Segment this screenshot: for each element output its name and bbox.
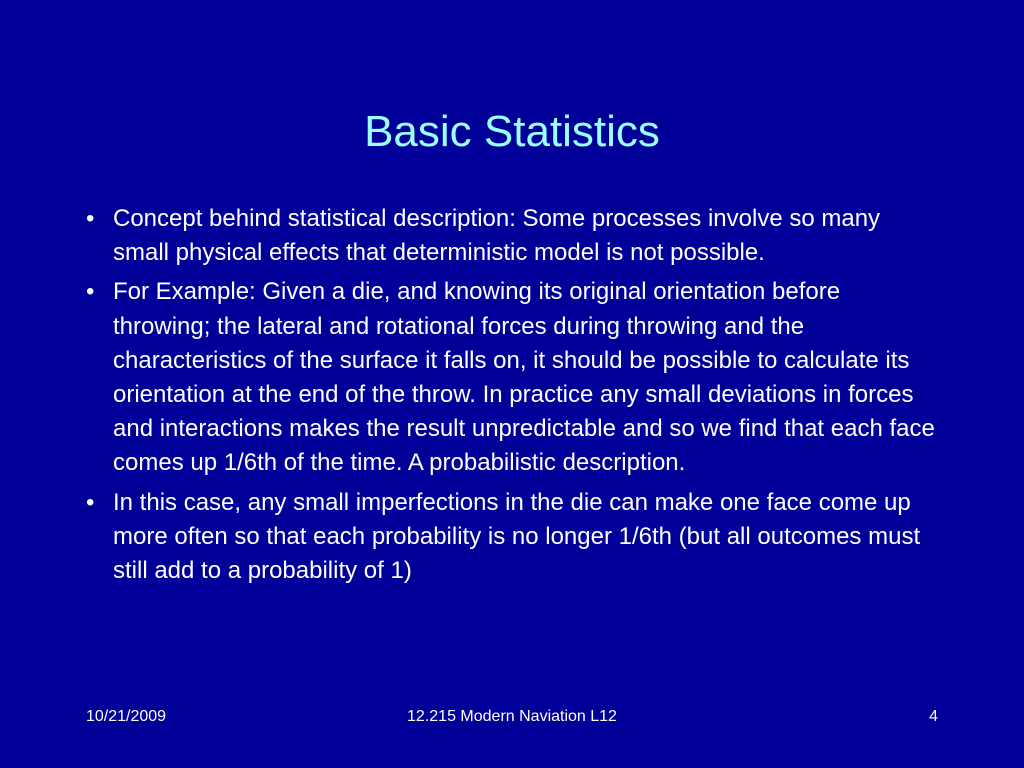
bullet-text: Concept behind statistical description: Some processes involve so many small physical effects that deterministic model is not possible. — [113, 205, 881, 267]
bullet-dot-icon: • — [86, 278, 95, 306]
footer-page-number: 4 — [929, 708, 938, 725]
slide-title: Basic Statistics — [364, 107, 660, 156]
footer-date: 10/21/2009 — [86, 708, 167, 725]
bullet-item — [86, 275, 936, 480]
bullet-item — [86, 486, 936, 589]
bullet-dot-icon: • — [86, 205, 95, 232]
bullet-item — [86, 202, 936, 270]
footer-course-title: 12.215 Modern Naviation L12 — [407, 708, 617, 725]
bullet-text: For Example: Given a die, and knowing its original orientation before throwing; the lateral and rotational forces during throwing and the characteristics of the surface it falls on, it should be possible to calculate its orientation at the end of the throw. In practice any small deviations in forces and interactions makes the result unpredictable and so we find that each face comes up 1/6th of the time. A probabilistic description. — [113, 278, 935, 477]
bullet-text: In this case, any small imperfections in the die can make one face come up more often so that each probability is no longer 1/6th (but all outcomes must still add to a probability of 1) — [113, 488, 921, 585]
bullet-list — [86, 202, 936, 593]
bullet-dot-icon: • — [86, 488, 95, 516]
